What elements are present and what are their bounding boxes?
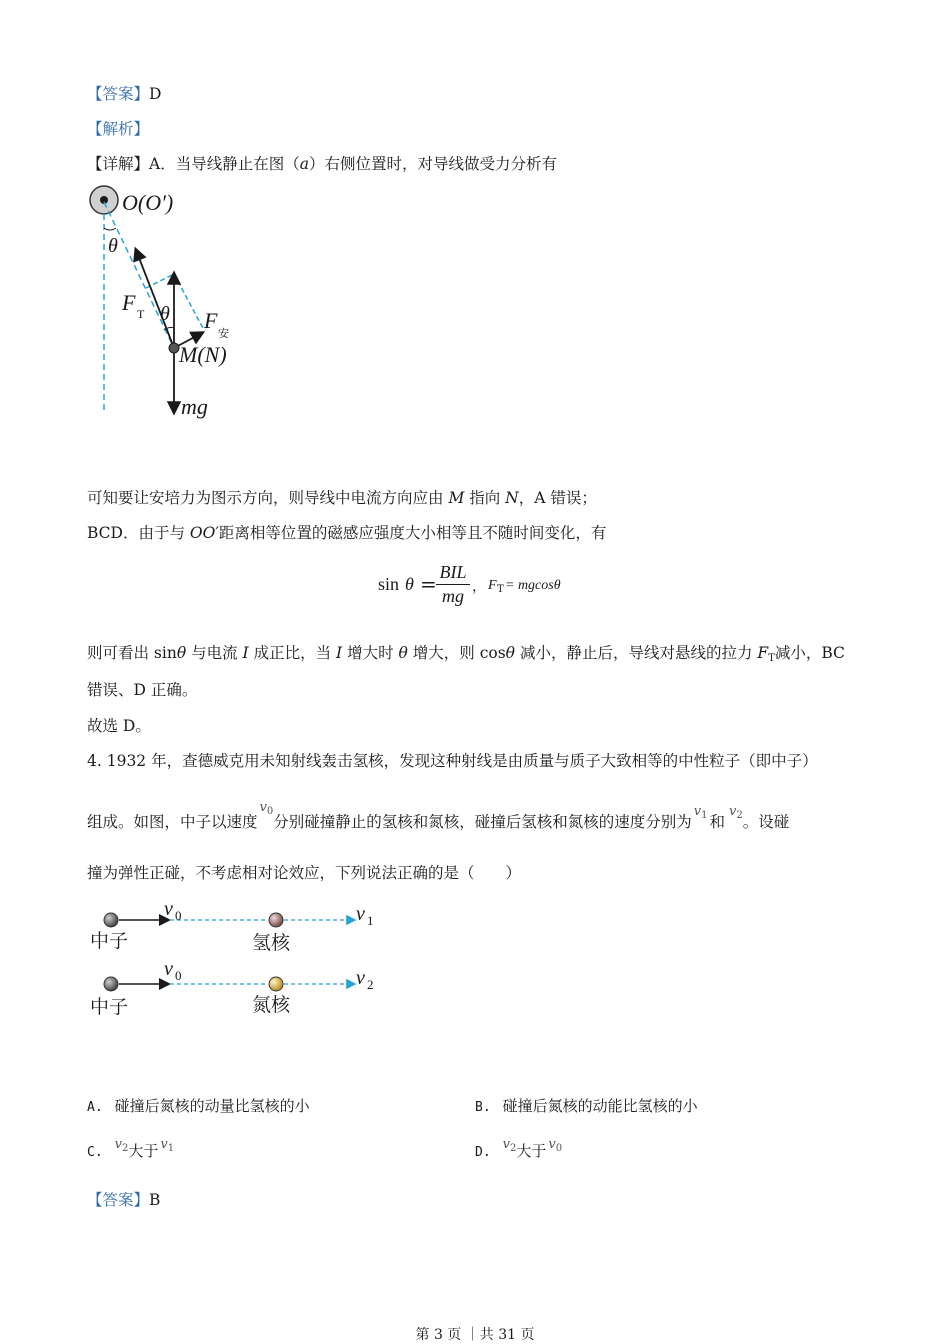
label-O: O(O′) — [122, 190, 174, 215]
p3-b: 与电流 — [186, 644, 243, 662]
fig2-v1-sub: 1 — [367, 913, 374, 928]
answer-value: D — [149, 85, 162, 103]
q4-line-3 — [87, 861, 521, 883]
option-D-v2: v — [548, 1137, 556, 1152]
answer-line-1 — [87, 82, 161, 104]
para-2 — [87, 521, 606, 543]
label-Fan: F — [204, 308, 218, 333]
eq-comma: ， — [472, 579, 486, 595]
detail-text-a: A．当导线静止在图（ — [149, 155, 300, 173]
option-B-text: 碰撞后氮核的动能比氢核的小 — [502, 1097, 698, 1115]
q4-l2-a: 组成。如图，中子以速度 — [87, 813, 258, 831]
nitrogen-ball-icon — [269, 977, 283, 991]
q4-he: 和 — [709, 813, 726, 831]
analysis-line — [87, 117, 149, 139]
option-A-letter: A. — [87, 1100, 103, 1115]
page-footer: 第 3 页 ｜共 31 页 — [415, 1327, 535, 1343]
p3-I2: I — [336, 644, 343, 662]
eq-FT: F — [488, 578, 497, 593]
option-D-sub1: 2 — [510, 1143, 517, 1154]
para-3-line-1 — [87, 641, 845, 664]
nitrogen-label: 氮核 — [252, 994, 291, 1016]
force-diagram — [84, 180, 254, 425]
eq-fraction — [436, 562, 470, 607]
neutron-ball-2-icon — [104, 977, 118, 991]
option-D-letter: D. — [475, 1145, 491, 1160]
answer-line-2 — [87, 1188, 160, 1210]
q4-v0-sub: 0 — [266, 806, 274, 817]
option-D-sub2: 0 — [555, 1143, 563, 1154]
fig2-v2-label: v — [356, 967, 365, 989]
q4-line-1 — [87, 749, 818, 771]
tension-arrow — [136, 250, 174, 348]
label-FT-sub: T — [137, 307, 145, 321]
option-B[interactable] — [475, 1095, 698, 1116]
theta-arc — [104, 228, 116, 230]
q4-l2-b: 分别碰撞静止的氢核和氮核，碰撞后氢核和氮核的速度分别为 — [273, 813, 692, 831]
p3-F: F — [757, 644, 769, 662]
q4-v1: v — [693, 804, 702, 819]
eq-sin: sin — [378, 574, 400, 594]
p3-Fsub: T — [768, 653, 775, 664]
q4-line3-text: 撞为弹性正碰，不考虑相对论效应，下列说法正确的是（ ） — [87, 864, 522, 882]
p3-g: 减小，BC — [774, 644, 845, 662]
p3-d: 增大时 — [342, 644, 399, 662]
para1-t1: 可知要让安培力为图示方向，则导线中电流方向应由 — [87, 489, 449, 507]
eq-denominator: mg — [442, 586, 464, 606]
fig2-v0-label-1: v — [164, 898, 173, 920]
q4-v2: v — [729, 804, 737, 819]
string-dashed-line — [104, 202, 174, 348]
fig2-v1-label: v — [356, 903, 365, 925]
q4-v0: v — [259, 800, 267, 815]
para1-t3: ，A 错误； — [518, 489, 597, 507]
label-FT: F — [122, 290, 136, 315]
eq-rhs: = mgcosθ — [505, 578, 561, 593]
eq-fraction-bar — [436, 584, 470, 585]
option-B-letter: B. — [475, 1100, 491, 1115]
q4-line1-text: 4. 1932 年，查德威克用未知射线轰击氢核，发现这种射线是由质量与质子大致相等的中性粒子（即中子） — [87, 752, 818, 770]
wire-point-icon — [169, 343, 179, 353]
p3-line2: 错误、D 正确。 — [87, 681, 198, 699]
eq-equals: = — [420, 572, 437, 596]
p4-text: 故选 D。 — [87, 717, 151, 735]
option-A-text: 碰撞后氮核的动量比氢核的小 — [114, 1097, 310, 1115]
answer-tag-2: 【答案】 — [87, 1191, 150, 1209]
label-theta-top: θ — [108, 235, 118, 257]
answer-tag: 【答案】 — [87, 85, 150, 103]
fig2-v0-sub-1: 0 — [175, 908, 182, 923]
collision-diagram — [84, 893, 384, 1023]
option-C-v2: v — [160, 1137, 168, 1152]
q4-v2-sub: 2 — [736, 810, 743, 821]
option-D-mid: 大于 — [516, 1142, 547, 1160]
option-C-sub2: 1 — [167, 1143, 175, 1154]
para2-t2: 距离相等位置的磁感应强度大小相等且不随时间变化，有 — [218, 524, 607, 542]
option-D-v: v — [502, 1137, 511, 1152]
option-C[interactable] — [87, 1137, 175, 1162]
p3-th1: θ — [176, 644, 187, 662]
p3-c: 成正比，当 — [248, 644, 337, 662]
detail-line — [87, 152, 557, 174]
para1-N: N — [505, 489, 519, 507]
para1-M: M — [448, 489, 465, 507]
p3-f: 减小，静止后，导线对悬线的拉力 — [515, 644, 758, 662]
equation — [378, 562, 618, 618]
p3-e: 增大，则 cos — [407, 644, 506, 662]
hydrogen-ball-icon — [269, 913, 283, 927]
detail-tag: 【详解】 — [87, 155, 150, 173]
label-Fan-sub: 安 — [218, 327, 229, 340]
fig2-v2-sub: 2 — [367, 977, 374, 992]
label-mg: mg — [181, 394, 208, 419]
para-1 — [87, 486, 597, 508]
p3-th3: θ — [505, 644, 516, 662]
option-C-letter: C. — [87, 1145, 103, 1160]
answer-value-2: B — [149, 1191, 161, 1209]
q4-line-2 — [87, 800, 790, 833]
para-3-line-2 — [87, 678, 197, 700]
option-C-sub1: 2 — [122, 1143, 129, 1154]
detail-text-b: ）右侧位置时，对导线做受力分析有 — [308, 155, 557, 173]
p3-th2: θ — [398, 644, 408, 662]
para-4 — [87, 714, 151, 736]
q4-l2-c: 。设碰 — [742, 813, 790, 831]
neutron-label-2: 中子 — [90, 996, 129, 1018]
option-C-v: v — [114, 1137, 123, 1152]
option-C-mid: 大于 — [128, 1142, 159, 1160]
analysis-tag: 【解析】 — [87, 120, 150, 138]
option-A[interactable] — [87, 1095, 310, 1116]
neutron-label-1: 中子 — [90, 930, 129, 952]
option-D[interactable] — [475, 1137, 563, 1162]
eq-theta: θ — [405, 574, 414, 594]
parallelogram-dash-2 — [174, 274, 204, 330]
para2-t1: BCD．由于与 — [87, 524, 190, 542]
para1-t2: 指向 — [464, 489, 506, 507]
eq-FT-sub: T — [497, 584, 504, 595]
para2-OO: OO′ — [189, 524, 219, 542]
hydrogen-label: 氢核 — [252, 932, 291, 954]
eq-numerator: BIL — [439, 562, 467, 582]
q4-v1-sub: 1 — [701, 810, 708, 821]
p3-I1: I — [242, 644, 249, 662]
label-MN: M(N) — [179, 342, 227, 367]
neutron-ball-icon — [104, 913, 118, 927]
detail-a-italic: a — [299, 155, 309, 173]
p3-a: 则可看出 sin — [87, 644, 177, 662]
fig2-v0-sub-2: 0 — [175, 968, 182, 983]
fig2-v0-label-2: v — [164, 958, 173, 980]
label-theta-mid: θ — [160, 303, 170, 325]
